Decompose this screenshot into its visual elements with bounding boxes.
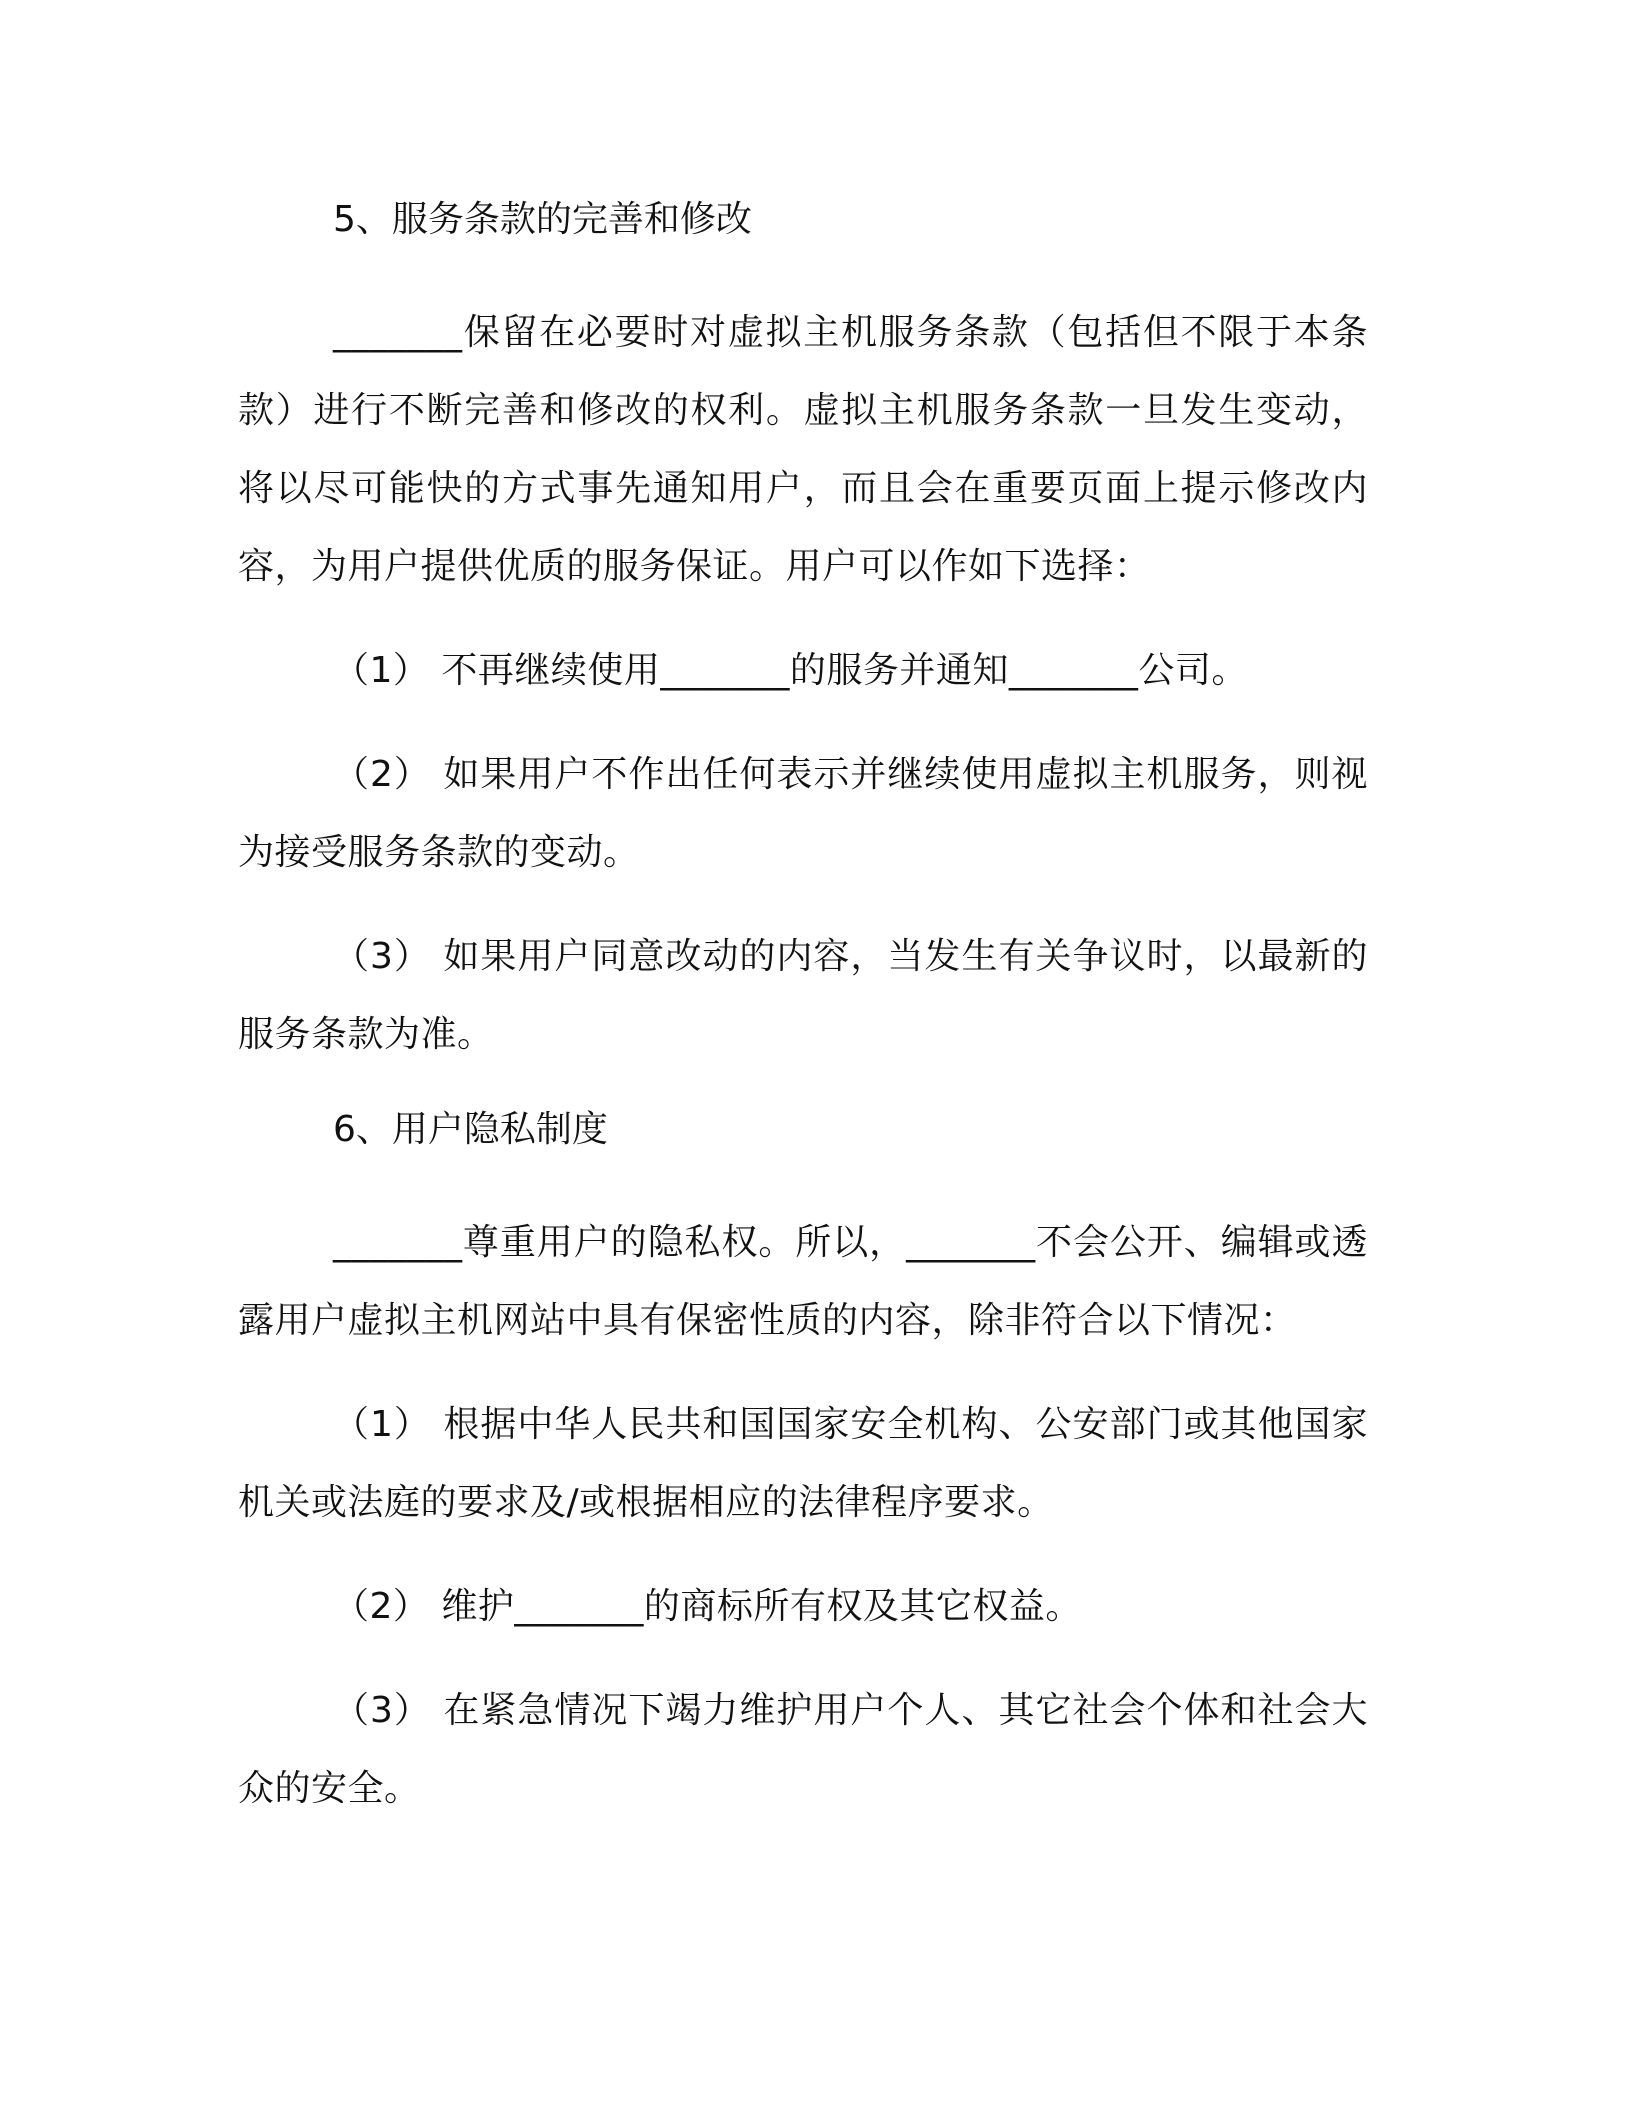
section-heading-5: 5、服务条款的完善和修改 xyxy=(333,199,752,240)
section-5-option-1: （1） 不再继续使用_______的服务并通知_______公司。 xyxy=(333,650,1248,691)
section-6-intro-paragraph: _______尊重用户的隐私权。所以，_______不会公开、编辑或透露用户虚拟主机网站中具有保密性质的内容，除非符合以下情况： xyxy=(238,1222,1368,1341)
document-body xyxy=(238,190,1368,1854)
section-6-exception-1: （1） 根据中华人民共和国国家安全机构、公安部门或其他国家机关或法庭的要求及/或根据相应的法律程序要求。 xyxy=(238,1404,1368,1523)
section-6-exception-2: （2） 维护_______的商标所有权及其它权益。 xyxy=(333,1586,1082,1627)
section-5-intro-paragraph: _______保留在必要时对虚拟主机服务条款（包括但不限于本条款）进行不断完善和修改的权利。虚拟主机服务条款一旦发生变动，将以尽可能快的方式事先通知用户，而且会在重要页面上提示修改内容，为用户提供优质的服务保证。用户可以作如下选择： xyxy=(238,312,1368,587)
section-5-option-2: （2） 如果用户不作出任何表示并继续使用虚拟主机服务，则视为接受服务条款的变动。 xyxy=(238,754,1368,873)
section-6-exception-3: （3） 在紧急情况下竭力维护用户个人、其它社会个体和社会大众的安全。 xyxy=(238,1690,1368,1809)
section-5-option-3: （3） 如果用户同意改动的内容，当发生有关争议时，以最新的服务条款为准。 xyxy=(238,936,1368,1055)
section-heading-6: 6、用户隐私制度 xyxy=(333,1109,608,1150)
